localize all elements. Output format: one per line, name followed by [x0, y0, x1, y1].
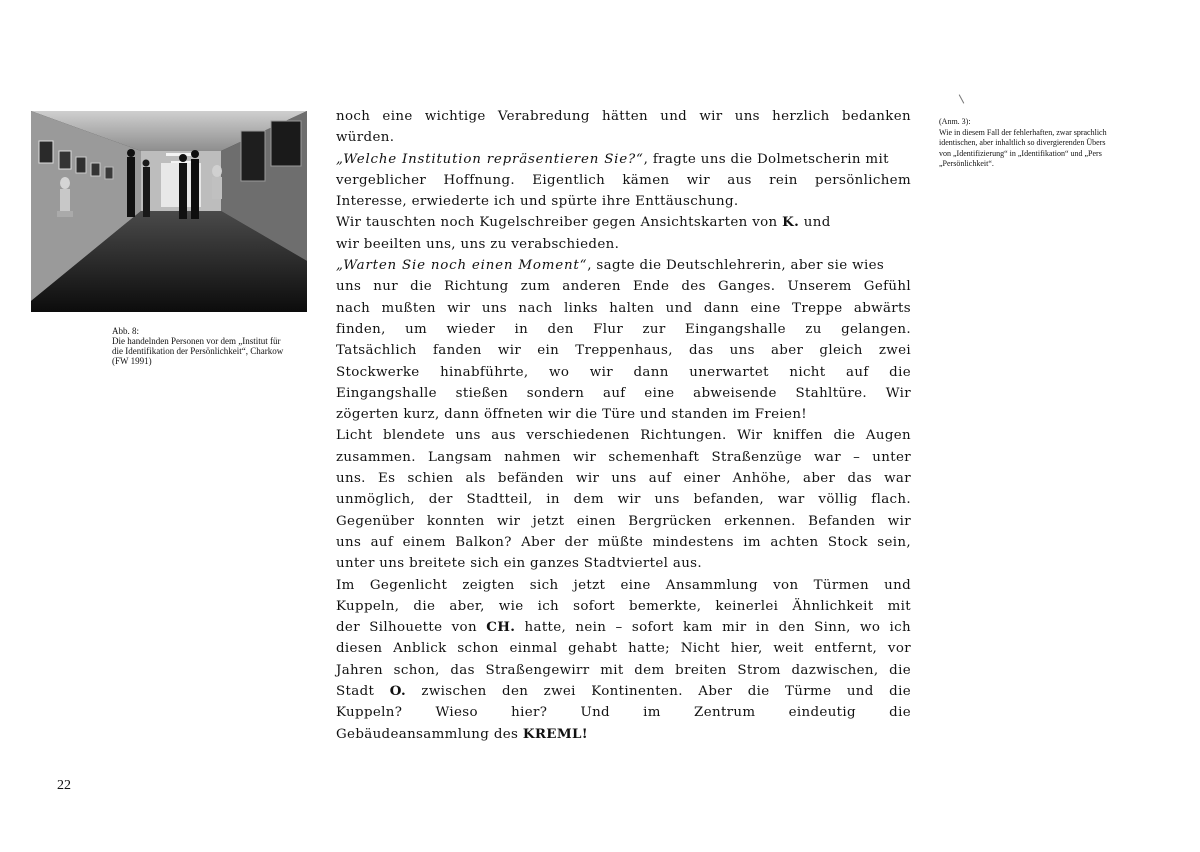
text-line: Licht blendete uns aus verschiedenen Richtungen. Wir kniffen die Augen	[336, 428, 911, 444]
note-line: „Persönlichkeit“.	[939, 159, 994, 168]
text-line: Tatsächlich fanden wir ein Treppenhaus, das uns aber gleich zwei	[336, 343, 911, 359]
text-line: diesen Anblick schon einmal gehabt hatte; Nicht hier, weit entfernt, vor	[336, 641, 911, 657]
text-run: Stadt	[336, 684, 390, 700]
bold-abbreviation: K.	[782, 214, 800, 231]
caption-line: die Identifikation der Persönlichkeit“, Charkow	[112, 346, 284, 356]
text-line: finden, um wieder in den Flur zur Eingangshalle zu gelangen.	[336, 321, 911, 337]
text-line: Gegenüber konnten wir jetzt einen Bergrücken erkennen. Befanden wir	[336, 513, 911, 529]
margin-note	[939, 117, 1144, 170]
figure-caption	[112, 326, 312, 366]
text-run: hatte, nein – sofort kam mir in den Sinn, wo ich	[515, 620, 911, 636]
text-line: vergeblicher Hoffnung. Eigentlich kämen wir aus rein persönlichem	[336, 172, 911, 188]
note-line: von „Identifizierung“ in „Identifikation“ und „Pers	[939, 148, 1102, 158]
text-run: Wir tauschten noch Kugelschreiber gegen Ansichtskarten von	[336, 215, 783, 231]
text-line: Kuppeln, die aber, wie ich sofort bemerkte, keinerlei Ähnlichkeit mit	[336, 598, 911, 614]
text-line: würden.	[336, 130, 395, 146]
annotation-mark	[959, 94, 965, 103]
text-line: nach mußten wir uns nach links halten und dann eine Treppe abwärts	[336, 300, 911, 316]
text-line	[336, 255, 911, 276]
text-line	[336, 681, 911, 702]
text-run: , fragte uns die Dolmetscherin mit	[643, 151, 889, 167]
text-run: zwischen den zwei Kontinenten. Aber die Türme und die	[405, 684, 911, 700]
note-line: (Anm. 3):	[939, 117, 971, 126]
text-line: Jahren schon, das Straßengewirr mit dem breiten Strom dazwischen, die	[336, 662, 911, 678]
caption-line: Die handelnden Personen vor dem „Institut für	[112, 336, 281, 346]
text-line: zusammen. Langsam nahmen wir schemenhaft Straßenzüge war – unter	[336, 449, 911, 465]
text-line: wir beeilten uns, uns zu verabschieden.	[336, 236, 620, 252]
caption-line: (FW 1991)	[112, 356, 152, 366]
gallery-photo	[31, 111, 307, 312]
text-line: uns. Es schien als befänden wir uns auf einer Anhöhe, aber das war	[336, 471, 911, 487]
text-line: Stockwerke hinabführte, wo wir dann unerwartet nicht auf die	[336, 364, 911, 380]
text-line: Im Gegenlicht zeigten sich jetzt eine Ansammlung von Türmen und	[336, 577, 911, 593]
text-run: der Silhouette von	[336, 620, 487, 636]
bold-abbreviation: O.	[389, 683, 406, 700]
quote-italic: „Welche Institution repräsentieren Sie?“	[336, 151, 644, 167]
text-run: , sagte die Deutschlehrerin, aber sie wies	[587, 258, 885, 274]
text-line	[336, 212, 911, 233]
text-line	[336, 149, 911, 170]
text-line: noch eine wichtige Verabredung hätten und wir uns herzlich bedanken	[336, 109, 911, 124]
bold-abbreviation: CH.	[486, 619, 516, 636]
text-line	[336, 724, 911, 745]
text-line: uns auf einem Balkon? Aber der müßte mindestens im achten Stock sein,	[336, 534, 911, 550]
page-number: 22	[57, 778, 71, 793]
main-text	[336, 106, 911, 745]
gallery-photo-image	[31, 111, 307, 312]
text-line: uns nur die Richtung zum anderen Ende des Ganges. Unserem Gefühl	[336, 279, 911, 295]
quote-italic: „Warten Sie noch einen Moment“	[336, 258, 588, 274]
text-line: Eingangshalle stießen sondern auf eine abweisende Stahltüre. Wir	[336, 385, 911, 401]
text-run: und	[799, 215, 831, 231]
text-line: unmöglich, der Stadtteil, in dem wir uns befanden, war völlig flach.	[336, 492, 911, 508]
note-line: Wie in diesem Fall der fehlerhaften, zwar sprachlich	[939, 127, 1107, 137]
caption-line: Abb. 8:	[112, 326, 139, 336]
text-line: unter uns breitete sich ein ganzes Stadtviertel aus.	[336, 556, 702, 572]
text-line: Kuppeln? Wieso hier? Und im Zentrum eindeutig die	[336, 705, 911, 721]
bold-emphasis: KREML!	[522, 725, 589, 742]
text-line: zögerten kurz, dann öffneten wir die Türe und standen im Freien!	[336, 407, 808, 423]
note-line: identischen, aber inhaltlich so divergierenden Übers	[939, 138, 1106, 147]
text-line: Interesse, erwiederte ich und spürte ihre Enttäuschung.	[336, 194, 739, 210]
text-line	[336, 617, 911, 638]
text-run: Gebäudeansammlung des	[336, 726, 523, 742]
